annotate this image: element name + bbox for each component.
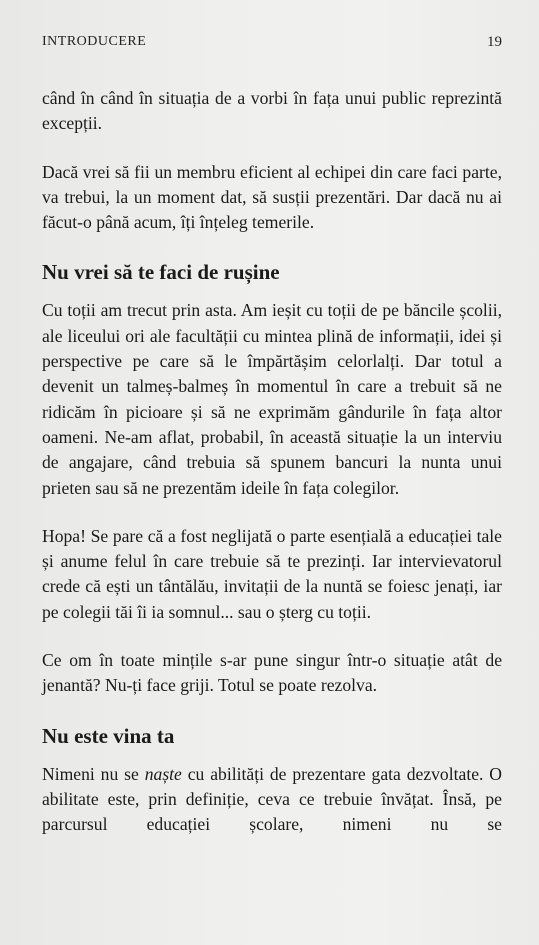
section-heading-2: Nu este vina ta bbox=[42, 723, 175, 748]
paragraph-5: Ce om în toate mințile s-ar pune singur într-o situație atât de jenantă? Nu-ți face griji. Totul se poate rezolva. bbox=[42, 650, 502, 696]
paragraph-3: Cu toții am trecut prin asta. Am ieșit cu toții de pe băncile școlii, ale liceului ori ale facultății cu mintea plină de informații, idei și perspective pe care să le împărtășim celorlalți. Dar totul a devenit un talmeș-balmeș în momentul în care a trebuit să ne ridicăm în picioare și să ne exprimăm gândurile în fața altor oameni. Ne-am aflat, probabil, în această situație la un interviu de angajare, când trebuia să spunem bancuri la nunta unui prieten sau să ne prezentăm ideile în fața colegilor. bbox=[42, 300, 502, 498]
paragraph-1: când în când în situația de a vorbi în fața unui public reprezintă excepții. bbox=[42, 88, 502, 134]
paragraph-6-italic: naște bbox=[144, 763, 182, 784]
running-title: INTRODUCERE bbox=[42, 34, 147, 49]
paragraph-4: Hopa! Se pare că a fost neglijată o parte esențială a educației tale și anume felul în care trebuie să te prezinți. Iar intervievatorul crede că ești un tântălău, invitații de la nuntă se foiesc jenați, iar pe colegii tăi îi ia somnul... sau o șterg cu toții. bbox=[42, 525, 502, 622]
page-number: 19 bbox=[487, 34, 502, 50]
paragraph-2: Dacă vrei să fii un membru eficient al echipei din care faci parte, va trebui, la un moment dat, să susții prezentări. Dar dacă nu ai făcut-o până acum, îți înțeleg temerile. bbox=[42, 161, 502, 233]
paragraph-6 bbox=[42, 762, 502, 838]
paragraph-6-start: Nimeni nu se bbox=[42, 763, 145, 784]
section-heading-1: Nu vrei să te faci de rușine bbox=[42, 260, 280, 285]
running-header bbox=[42, 34, 502, 56]
paragraph-6-end: cu abilități de prezentare gata dezvoltate. O abilitate este, prin definiție, ceva ce trebuie învățat. Însă, pe parcursul educației școlare, nimeni nu se bbox=[42, 763, 503, 835]
page-content bbox=[42, 86, 502, 838]
